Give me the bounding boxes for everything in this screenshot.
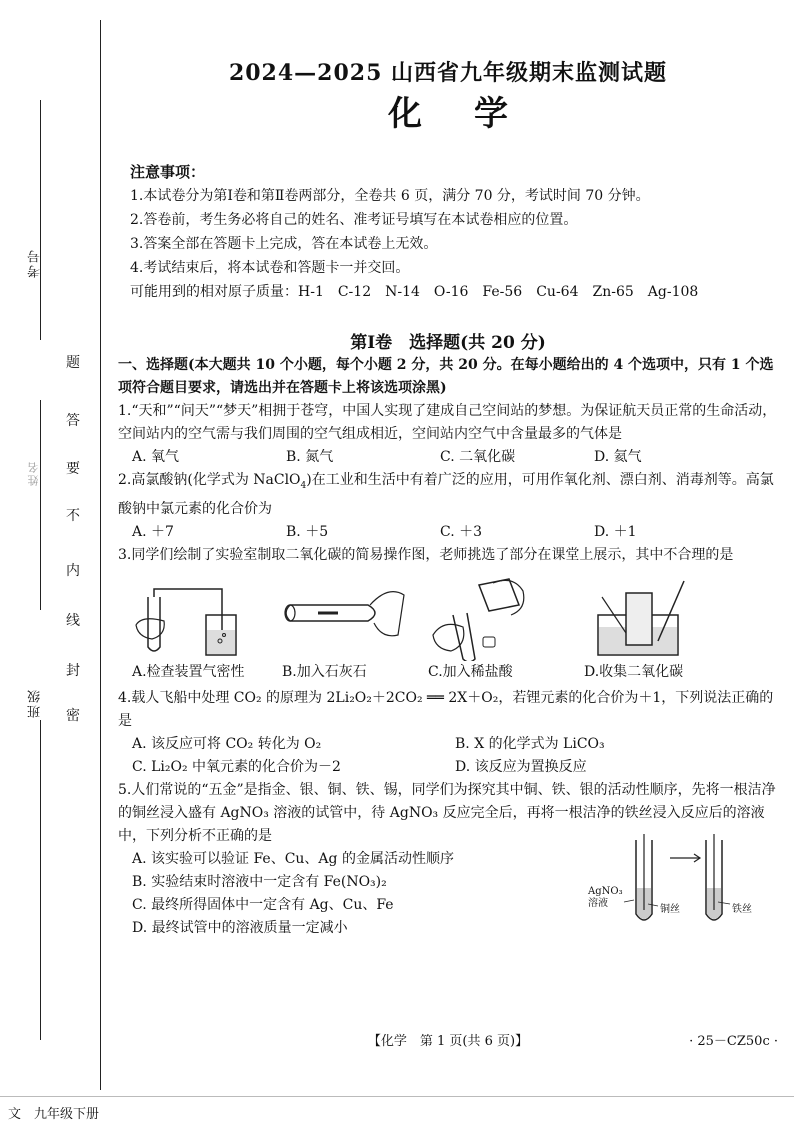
q3-figures (118, 567, 778, 687)
q2-option-c: C. ＋3 (440, 523, 483, 540)
binding-margin (0, 0, 110, 1123)
exam-subject: 化学 (388, 94, 560, 134)
atomic-masses: 可能用到的相对原子质量：H-1 C-12 N-14 O-16 Fe-56 Cu-64 Zn-65 Ag-108 (130, 284, 699, 300)
q3-caption-b: B.加入石灰石 (282, 663, 367, 680)
q1-option-b: B. 氮气 (286, 449, 334, 465)
questions (118, 354, 778, 940)
q5-option-d: D. 最终试管中的溶液质量一定减小 (132, 919, 348, 936)
q2-stem: 2.高氯酸钠(化学式为 NaClO$_4$)在工业和生活中有着广泛的应用，可用作氧化剂、漂白剂、消毒剂等。高氯酸钠中氯元素的化合价为 (118, 472, 774, 517)
q3-caption-c: C.加入稀盐酸 (428, 663, 513, 680)
q5-option-c: C. 最终所得固体中一定含有 Ag、Cu、Fe (132, 896, 394, 913)
section-title: 第Ⅰ卷 选择题(共 20 分) (350, 333, 546, 353)
q4-option-a: A. 该反应可将 CO₂ 转化为 O₂ (132, 735, 322, 752)
q4-options-row2 (118, 756, 778, 779)
paper-code: · 25－CZ50c · (689, 1034, 778, 1049)
seal-char-3: 要 (66, 461, 80, 477)
notes-block (130, 160, 770, 304)
note-item: 1.本试卷分为第Ⅰ卷和第Ⅱ卷两部分，全卷共 6 页，满分 70 分，考试时间 70 分钟。 (130, 188, 650, 204)
margin-line-inner (100, 20, 101, 1090)
exam-page (118, 0, 778, 1123)
airtight-check-figure (128, 575, 248, 661)
margin-line-outer-2 (40, 400, 41, 610)
q3-stem: 3.同学们绘制了实验室制取二氧化碳的简易操作图，老师挑选了部分在课堂上展示，其中不合理的是 (118, 546, 734, 563)
exam-title: 2024—2025 山西省九年级期末监测试题 (228, 60, 668, 86)
seal-char-8: 密 (66, 708, 80, 724)
q1-options (118, 446, 778, 469)
q2-option-d: D. ＋1 (594, 523, 637, 540)
seal-char-2: 答 (66, 413, 80, 429)
seal-char-1: 题 (66, 355, 80, 371)
q2-option-b: B. ＋5 (286, 523, 329, 540)
margin-line-outer-3 (40, 720, 41, 1040)
q5-option-b: B. 实验结束时溶液中一定含有 Fe(NO₃)₂ (132, 873, 387, 890)
q4-option-b: B. X 的化学式为 LiCO₃ (455, 735, 605, 752)
grade-label: 文 九年级下册 (8, 1107, 100, 1122)
page-number: 【化学 第 1 页(共 6 页)】 (367, 1034, 529, 1049)
seal-char-7: 封 (66, 663, 80, 679)
q3-caption-a: A.检查装置气密性 (132, 663, 245, 680)
label-kaohao: 考号 (28, 248, 43, 278)
bottom-strip (0, 1096, 794, 1124)
note-item: 2.答卷前，考生务必将自己的姓名、准考证号填写在本试卷相应的位置。 (130, 212, 578, 228)
q5-stem: 5.人们常说的“五金”是指金、银、铜、铁、锡，同学们为探究其中铜、铁、银的活动性顺序，先将一根洁净的铜丝浸入盛有 AgNO₃ 溶液的试管中，待 AgNO₃ 反应完全后，再将一根洁净的铁丝浸入反应后的溶液中，下列分析不正确的是 (118, 781, 776, 844)
seal-char-5: 内 (66, 563, 80, 579)
q1-stem: 1.“天和”“问天”“梦天”相拥于苍穹，中国人实现了建成自己空间站的梦想。为保证航天员正常的生命活动，空间站内的空气需与我们周围的空气组成相近，空间站内空气中含量最多的气体是 (118, 403, 777, 442)
label-xingming: 姓名 (27, 460, 40, 486)
seal-char-6: 线 (66, 613, 80, 629)
margin-line-outer (40, 100, 41, 340)
q5-label-cu: 铜丝 (660, 903, 680, 915)
section-instruction: 一、选择题(本大题共 10 个小题，每个小题 2 分，共 20 分。在每小题给出的 4 个选项中，只有 1 个选项符合题目要求，请选出并在答题卡上将该选项涂黑) (118, 357, 774, 396)
q1-option-c: C. 二氧化碳 (440, 449, 516, 465)
add-acid-figure (423, 575, 543, 661)
q4-options-row1 (118, 733, 778, 756)
label-banji: 班级 (28, 688, 43, 718)
q1-option-d: D. 氦气 (594, 449, 642, 465)
note-item: 4.考试结束后，将本试卷和答题卡一并交回。 (130, 260, 410, 276)
q5-label-solution: AgNO₃ 溶液 (588, 885, 623, 909)
collect-co2-figure (588, 575, 698, 661)
seal-char-4: 不 (66, 508, 80, 524)
q5-option-a: A. 该实验可以验证 Fe、Cu、Ag 的金属活动性顺序 (132, 850, 454, 867)
add-limestone-figure (278, 575, 418, 661)
q2-options (118, 521, 778, 544)
q5-label-fe: 铁丝 (732, 903, 752, 915)
q5-body (118, 848, 778, 940)
note-item: 3.答案全部在答题卡上完成，答在本试卷上无效。 (130, 236, 438, 252)
q4-stem: 4.载人飞船中处理 CO₂ 的原理为 2Li₂O₂＋2CO₂ ══ 2X＋O₂，若锂元素的化合价为＋1，下列说法正确的是 (118, 689, 774, 729)
q1-option-a: A. 氧气 (132, 449, 180, 465)
q3-caption-d: D.收集二氧化碳 (584, 663, 684, 680)
q2-option-a: A. ＋7 (132, 523, 174, 540)
q4-option-d: D. 该反应为置换反应 (455, 758, 587, 775)
q5-test-tube-figure (588, 830, 758, 940)
notes-heading: 注意事项： (130, 163, 206, 181)
q4-option-c: C. Li₂O₂ 中氧元素的化合价为－2 (132, 758, 341, 775)
